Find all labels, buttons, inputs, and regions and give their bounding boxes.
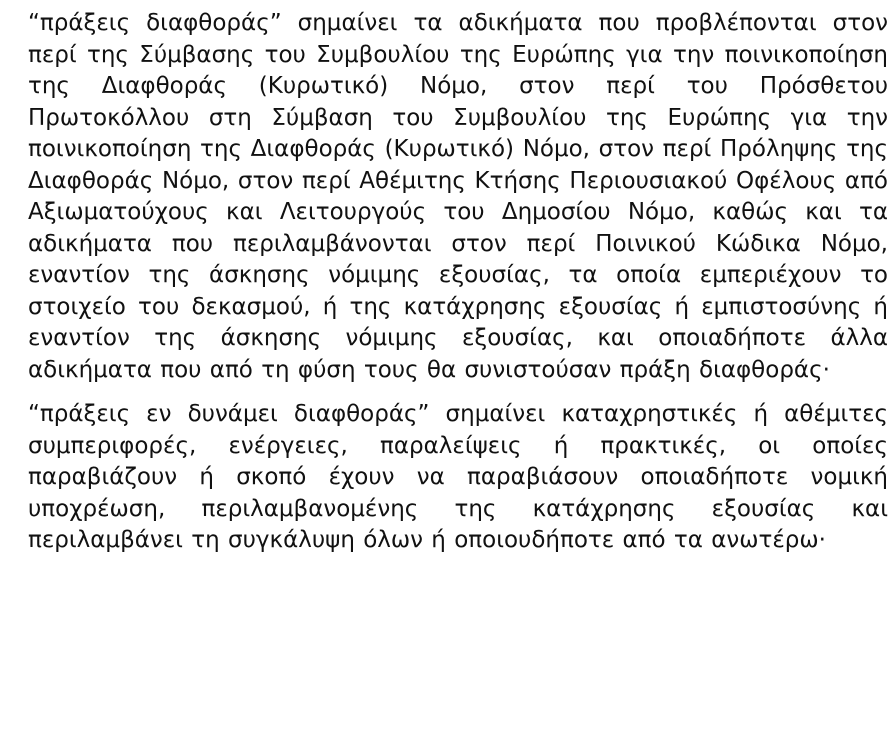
- definition-potential-corruption-acts: “πράξεις εν δυνάμει διαφθοράς” σημαίνει καταχρηστικές ή αθέμιτες συμπεριφορές, ενέργειες, παραλείψεις ή πρακτικές, οι οποίες παραβιάζουν ή σκοπό έχουν να παραβιάσουν οποιαδήποτε νομική υποχρέωση, περιλαμβανομένης της κατάχρησης εξουσίας και περιλαμβάνει τη συγκάλυψη όλων ή οποιουδήποτε από τα ανωτέρω·: [28, 401, 888, 553]
- definition-corruption-acts: “πράξεις διαφθοράς” σημαίνει τα αδικήματα που προβλέπονται στον περί της Σύμβασης του Συμβουλίου της Ευρώπης για την ποινικοποίηση της Διαφθοράς (Κυρωτικό) Νόμο, στον περί του Πρόσθετου Πρωτοκόλλου στη Σύμβαση του Συμβουλίου της Ευρώπης για την ποινικοποίηση της Διαφθοράς (Κυρωτικό) Νόμο, στον περί Πρόληψης της Διαφθοράς Νόμο, στον περί Αθέμιτης Κτήσης Περιουσιακού Οφέλους από Αξιωματούχους και Λειτουργούς του Δημοσίου Νόμο, καθώς και τα αδικήματα που περιλαμβάνονται στον περί Ποινικού Κώδικα Νόμο, εναντίον της άσκησης νόμιμης εξουσίας, τα οποία εμπεριέχουν το στοιχείο του δεκασμού, ή της κατάχρησης εξουσίας ή εμπιστοσύνης ή εναντίον της άσκησης νόμιμης εξουσίας, και οποιαδήποτε άλλα αδικήματα που από τη φύση τους θα συνιστούσαν πράξη διαφθοράς·: [28, 10, 888, 383]
- document-page: [28, 8, 888, 557]
